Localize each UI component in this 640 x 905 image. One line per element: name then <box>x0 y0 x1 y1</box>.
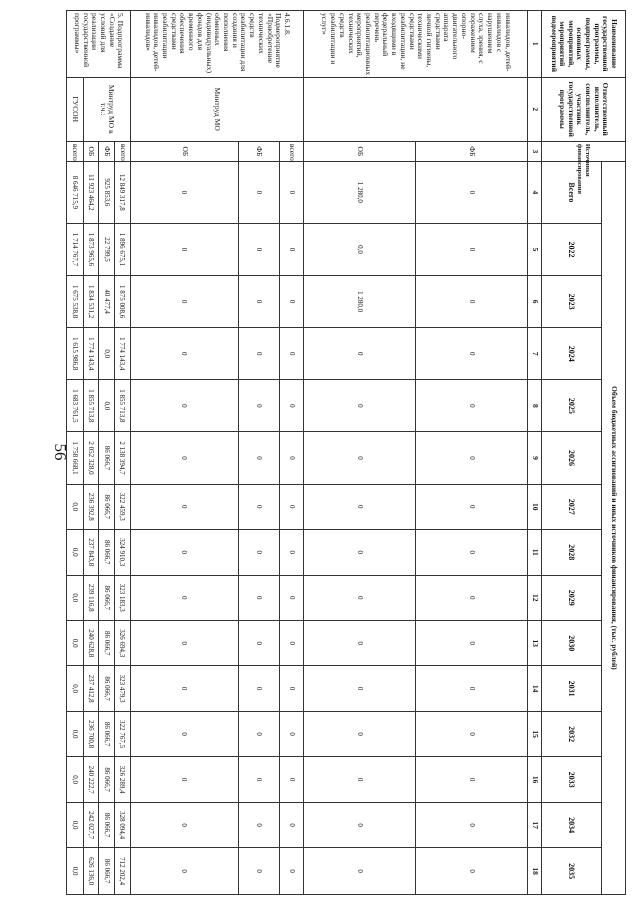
value-cell: 1 875 008,6 <box>115 276 131 328</box>
header-year: 2035 <box>542 848 602 895</box>
column-number: 15 <box>528 711 542 756</box>
header-year: 2026 <box>542 432 602 484</box>
value-cell: 0 <box>238 223 280 275</box>
value-cell: 0 <box>130 711 238 756</box>
column-number: 1 <box>528 11 542 78</box>
value-cell: 626 136,0 <box>83 848 99 895</box>
value-cell: 1 774 143,4 <box>83 328 99 380</box>
value-cell: 86 066,7 <box>99 802 115 847</box>
header-year: 2032 <box>542 711 602 756</box>
value-cell: 239 116,8 <box>83 575 99 620</box>
value-cell: 0 <box>280 276 304 328</box>
column-number: 14 <box>528 666 542 711</box>
value-cell: 1 615 986,8 <box>67 328 84 380</box>
header-year: 2033 <box>542 757 602 802</box>
value-cell: 0 <box>238 575 280 620</box>
value-cell: 0 <box>130 666 238 711</box>
value-cell: 0 <box>280 380 304 432</box>
value-cell: 0 <box>130 328 238 380</box>
value-cell: 323 183,3 <box>115 575 131 620</box>
value-cell: 0 <box>130 276 238 328</box>
value-cell: 0 <box>416 757 528 802</box>
value-cell: 323 479,3 <box>115 666 131 711</box>
value-cell: 0 <box>280 432 304 484</box>
value-cell: 0 <box>416 328 528 380</box>
value-cell: 86 066,7 <box>99 530 115 575</box>
rotated-table-container <box>66 10 626 895</box>
value-cell: 22 799,5 <box>99 223 115 275</box>
value-cell: 0 <box>238 757 280 802</box>
value-cell: 326 694,3 <box>115 620 131 665</box>
value-cell: 0 <box>280 757 304 802</box>
value-cell: 86 066,7 <box>99 757 115 802</box>
value-cell: 0 <box>130 432 238 484</box>
value-cell: 8 646 715,9 <box>67 161 84 223</box>
value-cell: 240 628,8 <box>83 620 99 665</box>
value-cell: 0 <box>238 530 280 575</box>
value-cell: 86 066,7 <box>99 711 115 756</box>
value-cell: 0 <box>238 328 280 380</box>
value-cell: 324 910,3 <box>115 530 131 575</box>
source-cell: ОБ <box>83 141 99 161</box>
value-cell: 0 <box>416 276 528 328</box>
header-year: 2030 <box>542 620 602 665</box>
value-cell: 86 066,7 <box>99 848 115 895</box>
value-cell: 86 066,7 <box>99 666 115 711</box>
value-cell: 0 <box>416 530 528 575</box>
value-cell: 0 <box>238 620 280 665</box>
value-cell: 1 758 668,1 <box>67 432 84 484</box>
value-cell: 0,0 <box>304 223 416 275</box>
value-cell: 0,0 <box>99 328 115 380</box>
value-cell: 0,0 <box>67 711 84 756</box>
value-cell: 0 <box>238 666 280 711</box>
value-cell: 1 280,0 <box>304 276 416 328</box>
value-cell: 1 896 675,1 <box>115 223 131 275</box>
value-cell: 2 052 328,0 <box>83 432 99 484</box>
value-cell: 0 <box>130 757 238 802</box>
header-total: Всего <box>542 161 602 223</box>
value-cell: 1 855 713,8 <box>115 380 131 432</box>
page-number: 56 <box>51 443 70 461</box>
value-cell: 0 <box>304 575 416 620</box>
block3-executor-main: Минтруд МО в т.ч.: <box>83 77 130 141</box>
value-cell: 0 <box>130 848 238 895</box>
value-cell: 86 066,7 <box>99 484 115 529</box>
value-cell: 1 675 538,8 <box>67 276 84 328</box>
value-cell: 0 <box>280 484 304 529</box>
value-cell: 0 <box>130 223 238 275</box>
value-cell: 0 <box>416 848 528 895</box>
value-cell: 0,0 <box>67 757 84 802</box>
value-cell: 0 <box>416 802 528 847</box>
column-number: 17 <box>528 802 542 847</box>
column-number: 7 <box>528 328 542 380</box>
column-number: 13 <box>528 620 542 665</box>
column-number: 8 <box>528 380 542 432</box>
value-cell: 0 <box>238 848 280 895</box>
value-cell: 0 <box>130 530 238 575</box>
value-cell: 0 <box>304 530 416 575</box>
value-cell: 0 <box>280 530 304 575</box>
value-cell: 0,0 <box>67 484 84 529</box>
value-cell: 0 <box>280 711 304 756</box>
value-cell: 0 <box>416 620 528 665</box>
value-cell: 2 138 394,7 <box>115 432 131 484</box>
column-number: 4 <box>528 161 542 223</box>
source-cell: ФБ <box>238 141 280 161</box>
value-cell: 0 <box>416 484 528 529</box>
value-cell: 0 <box>304 802 416 847</box>
value-cell: 237 412,8 <box>83 666 99 711</box>
value-cell: 86 066,7 <box>99 432 115 484</box>
value-cell: 0 <box>238 380 280 432</box>
value-cell: 0 <box>130 380 238 432</box>
header-year: 2029 <box>542 575 602 620</box>
value-cell: 0 <box>416 575 528 620</box>
header-executor: Ответственный исполнитель, соисполнитель, участник государственной программы <box>542 77 626 141</box>
value-cell: 0 <box>304 620 416 665</box>
value-cell: 240 222,7 <box>83 757 99 802</box>
block1-executor <box>304 77 528 141</box>
value-cell: 0 <box>280 620 304 665</box>
value-cell: 0 <box>238 161 280 223</box>
source-cell: ФБ <box>99 141 115 161</box>
value-cell: 0 <box>130 484 238 529</box>
value-cell: 1 855 713,8 <box>83 380 99 432</box>
column-number: 5 <box>528 223 542 275</box>
value-cell: 11 923 464,2 <box>83 161 99 223</box>
header-year: 2034 <box>542 802 602 847</box>
value-cell: 0,0 <box>67 666 84 711</box>
value-cell: 0 <box>304 380 416 432</box>
value-cell: 86 066,7 <box>99 575 115 620</box>
block3-name: 5. Подпрограмма «Создание условий для реализации государственной программы» <box>67 11 131 78</box>
source-cell: ОБ <box>304 141 416 161</box>
value-cell: 0,0 <box>67 620 84 665</box>
value-cell: 1 873 965,6 <box>83 223 99 275</box>
header-year: 2023 <box>542 276 602 328</box>
block2-name: 4.6.1.8. Подмероприятие «Приобретение технических средств реабилитации для создания и пополнения обменных (индивидуальных) фондов для временного обеспечения средствами реабилитации инвалидов, детей-инвалидов» <box>130 11 304 78</box>
value-cell: 0,0 <box>67 802 84 847</box>
value-cell: 0,0 <box>99 380 115 432</box>
column-number: 10 <box>528 484 542 529</box>
column-number: 11 <box>528 530 542 575</box>
value-cell: 0 <box>130 620 238 665</box>
source-cell: ФБ <box>416 141 528 161</box>
value-cell: 0 <box>416 666 528 711</box>
source-cell: ОБ <box>130 141 238 161</box>
value-cell: 925 853,6 <box>99 161 115 223</box>
value-cell: 0 <box>416 711 528 756</box>
value-cell: 0 <box>304 711 416 756</box>
value-cell: 712 202,4 <box>115 848 131 895</box>
column-number: 16 <box>528 757 542 802</box>
value-cell: 0 <box>280 161 304 223</box>
header-year: 2027 <box>542 484 602 529</box>
value-cell: 326 289,4 <box>115 757 131 802</box>
column-number: 18 <box>528 848 542 895</box>
value-cell: 1 834 531,2 <box>83 276 99 328</box>
financing-table <box>66 10 626 895</box>
value-cell: 0 <box>238 432 280 484</box>
value-cell: 0 <box>416 161 528 223</box>
value-cell: 1 683 761,5 <box>67 380 84 432</box>
value-cell: 236 700,8 <box>83 711 99 756</box>
header-year: 2024 <box>542 328 602 380</box>
source-cell: всего: <box>280 141 304 161</box>
value-cell: 12 849 317,8 <box>115 161 131 223</box>
value-cell: 0 <box>304 848 416 895</box>
value-cell: 0 <box>304 757 416 802</box>
value-cell: 0 <box>130 161 238 223</box>
header-financing-group: Объем бюджетных ассигнований и иных источников финансирования, (тыс. рублей) <box>602 161 626 894</box>
column-number: 6 <box>528 276 542 328</box>
block3-executor-guson: ГУСОН <box>67 77 84 141</box>
value-cell: 0,0 <box>67 848 84 895</box>
value-cell: 0 <box>416 380 528 432</box>
header-year: 2022 <box>542 223 602 275</box>
value-cell: 237 843,8 <box>83 530 99 575</box>
value-cell: 86 066,7 <box>99 620 115 665</box>
value-cell: 0 <box>280 575 304 620</box>
value-cell: 0,0 <box>67 530 84 575</box>
value-cell: 1 280,0 <box>304 161 416 223</box>
block2-executor: Минтруд МО <box>130 77 304 141</box>
column-number: 2 <box>528 77 542 141</box>
value-cell: 0 <box>280 223 304 275</box>
header-year: 2025 <box>542 380 602 432</box>
value-cell: 40 477,4 <box>99 276 115 328</box>
value-cell: 0 <box>130 575 238 620</box>
column-number: 12 <box>528 575 542 620</box>
header-name: Наименование государственной программы, подпрограммы, основных мероприятий, мероприятий подмероприятий <box>542 11 626 78</box>
value-cell: 0 <box>304 484 416 529</box>
value-cell: 1 774 143,4 <box>115 328 131 380</box>
value-cell: 322 459,3 <box>115 484 131 529</box>
source-cell: всего: <box>67 141 84 161</box>
value-cell: 0 <box>304 328 416 380</box>
value-cell: 0 <box>280 666 304 711</box>
value-cell: 0 <box>304 432 416 484</box>
header-year: 2028 <box>542 530 602 575</box>
value-cell: 0,0 <box>67 575 84 620</box>
value-cell: 0 <box>280 848 304 895</box>
value-cell: 236 392,8 <box>83 484 99 529</box>
value-cell: 1 714 767,7 <box>67 223 84 275</box>
value-cell: 0 <box>304 666 416 711</box>
value-cell: 242 027,7 <box>83 802 99 847</box>
value-cell: 328 094,4 <box>115 802 131 847</box>
value-cell: 0 <box>130 802 238 847</box>
value-cell: 0 <box>416 223 528 275</box>
value-cell: 0 <box>238 276 280 328</box>
source-cell: всего: <box>115 141 131 161</box>
value-cell: 322 767,5 <box>115 711 131 756</box>
column-number: 3 <box>528 141 542 161</box>
header-year: 2031 <box>542 666 602 711</box>
value-cell: 0 <box>238 711 280 756</box>
value-cell: 0 <box>280 328 304 380</box>
header-source: Источники финансирования <box>542 141 626 161</box>
value-cell: 0 <box>238 802 280 847</box>
value-cell: 0 <box>416 432 528 484</box>
value-cell: 0 <box>238 484 280 529</box>
block1-name: инвалидов, детей-инвалидов с нарушением слуха, зрения, с поражением опорно-двигательного аппарата средствами личной гигиены, техническими средствами реабилитации, не входящими в федеральный перечень реабилитационных мероприятий, технических средств реабилитации и услуг» <box>304 11 528 78</box>
value-cell: 0 <box>280 802 304 847</box>
column-number: 9 <box>528 432 542 484</box>
